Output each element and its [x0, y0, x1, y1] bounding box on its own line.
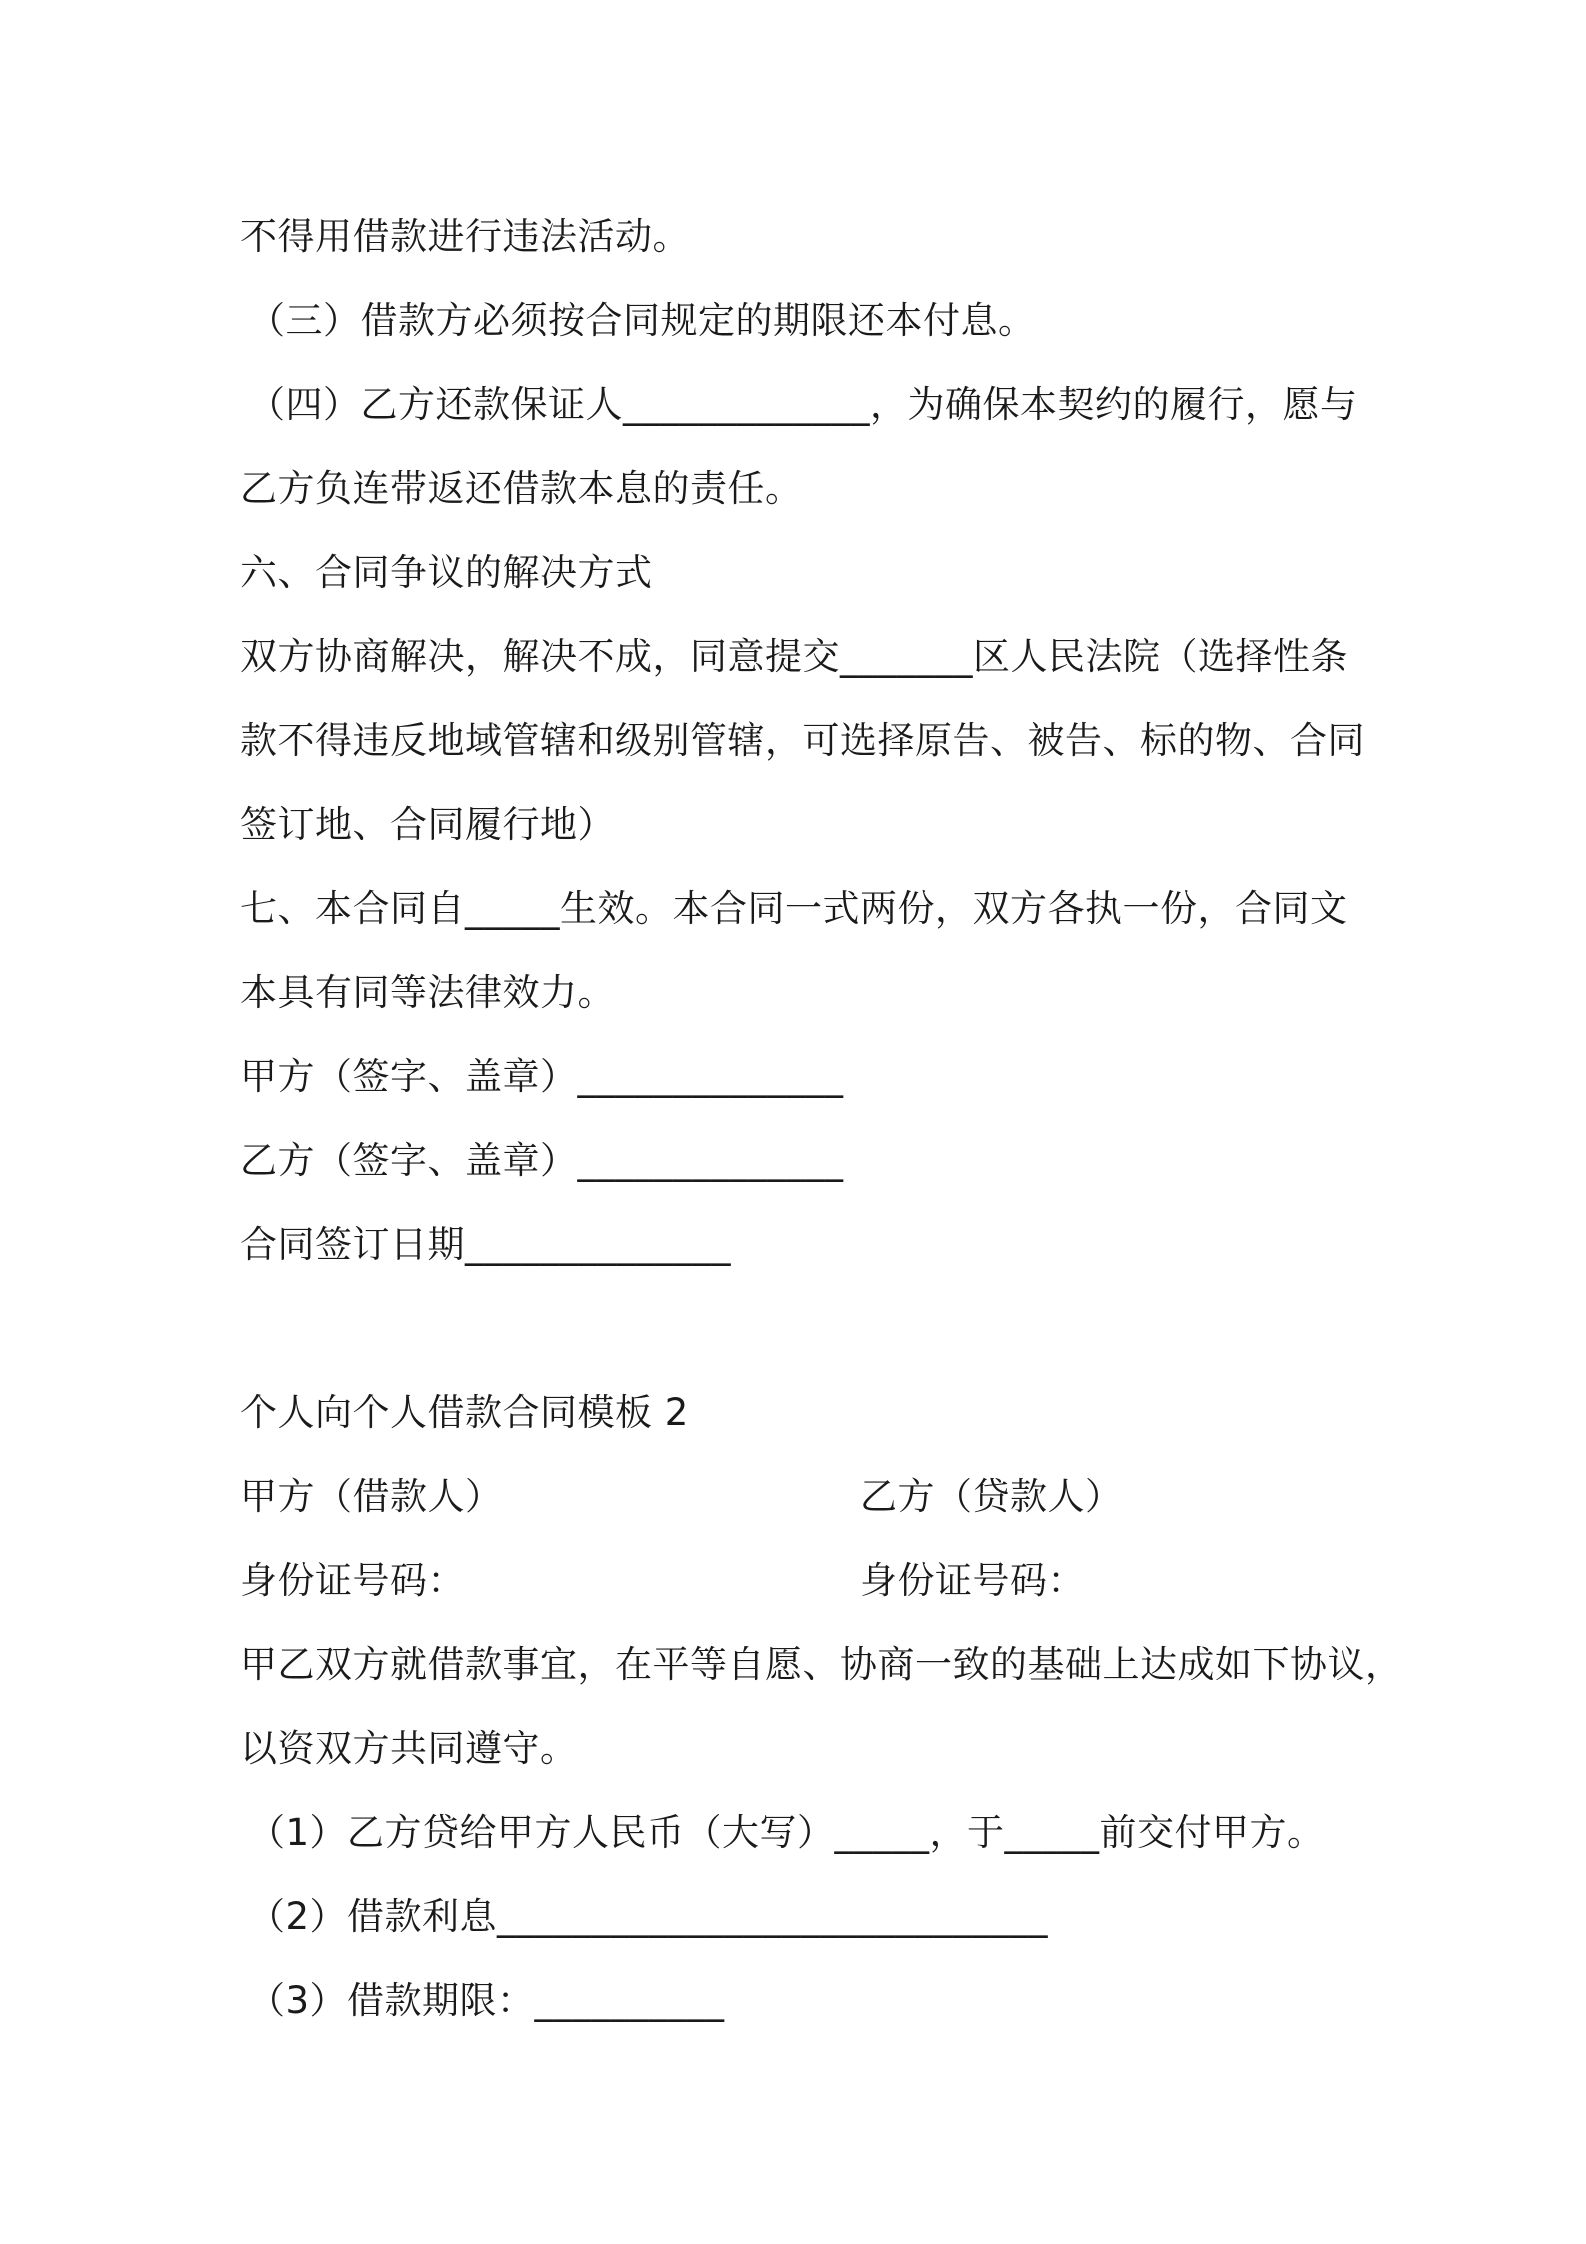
section-6-text-line-3: 签订地、合同履行地） [240, 803, 615, 846]
party-a-id-label: 身份证号码： [240, 1559, 465, 1602]
parties-row [240, 1455, 1360, 1539]
template-2-title: 个人向个人借款合同模板 2 [240, 1391, 689, 1434]
agreement-intro-line-2: 以资双方共同遵守。 [240, 1727, 578, 1770]
term-1-loan-amount: （1）乙方贷给甲方人民币（大写）_____，于_____前交付甲方。 [248, 1811, 1325, 1854]
agreement-intro-line-1: 甲乙双方就借款事宜，在平等自愿、协商一致的基础上达成如下协议， [240, 1643, 1403, 1686]
section-7-text-line-1: 七、本合同自_____生效。本合同一式两份，双方各执一份，合同文 [240, 887, 1348, 930]
section-6-text-line-2: 款不得违反地域管辖和级别管辖，可选择原告、被告、标的物、合同 [240, 719, 1365, 762]
party-a-signature-line: 甲方（签字、盖章）______________ [240, 1055, 844, 1098]
party-b-signature-line: 乙方（签字、盖章）______________ [240, 1139, 844, 1182]
id-number-row [240, 1539, 1360, 1623]
section-6-text-line-1: 双方协商解决，解决不成，同意提交_______区人民法院（选择性条 [240, 635, 1348, 678]
party-b-id-label: 身份证号码： [860, 1559, 1085, 1602]
clause-text-line: 不得用借款进行违法活动。 [240, 215, 690, 258]
clause-3-line: （三）借款方必须按合同规定的期限还本付息。 [248, 299, 1036, 342]
term-2-interest: （2）借款利息_____________________________ [248, 1895, 1049, 1938]
document-body [240, 195, 1403, 2043]
clause-4-line: （四）乙方还款保证人_____________，为确保本契约的履行，愿与 [248, 383, 1358, 426]
term-3-loan-period: （3）借款期限：__________ [248, 1979, 725, 2022]
signing-date-line: 合同签订日期______________ [240, 1223, 731, 1266]
section-6-heading: 六、合同争议的解决方式 [240, 551, 653, 594]
section-7-text-line-2: 本具有同等法律效力。 [240, 971, 615, 1014]
party-b-label: 乙方（贷款人） [860, 1475, 1123, 1518]
section-spacer [240, 1287, 1360, 1371]
party-a-label: 甲方（借款人） [240, 1475, 503, 1518]
clause-4-continuation: 乙方负连带返还借款本息的责任。 [240, 467, 803, 510]
